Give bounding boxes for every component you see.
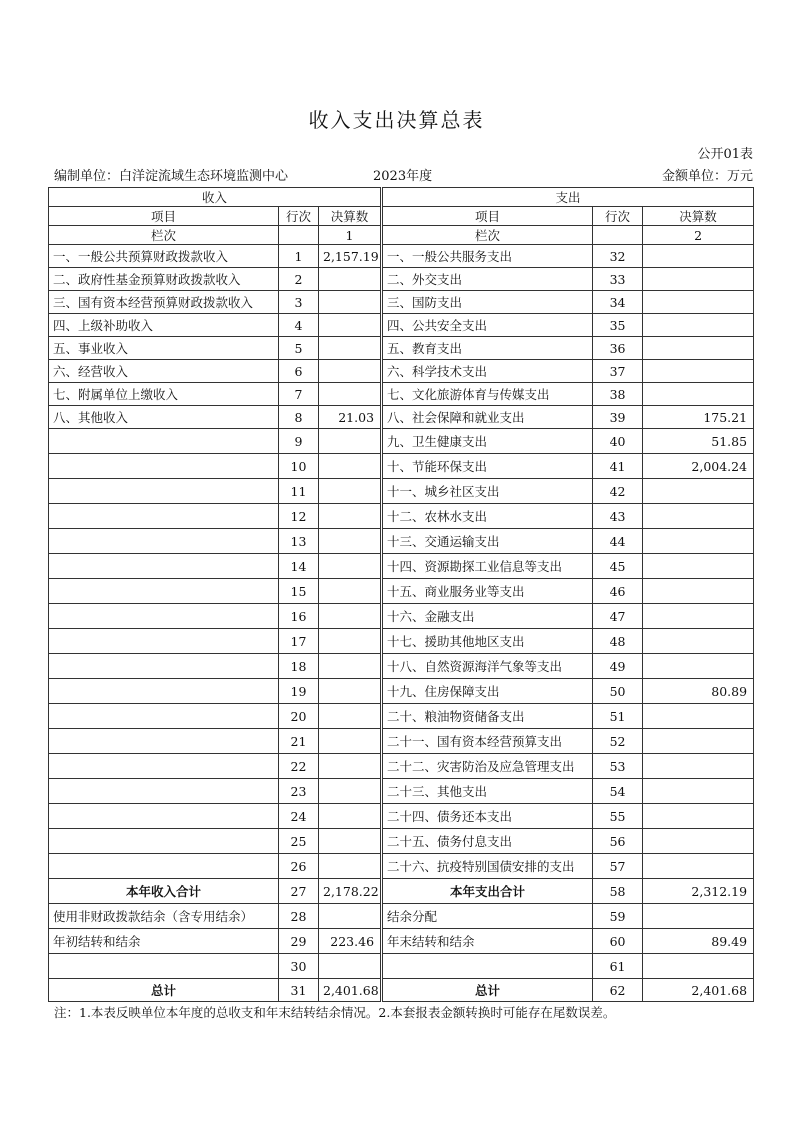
income-item: 使用非财政拨款结余（含专用结余） xyxy=(49,904,279,929)
income-amount xyxy=(319,729,381,754)
expense-row-number: 54 xyxy=(593,779,643,804)
income-row-number: 31 xyxy=(279,979,319,1002)
income-row-number: 4 xyxy=(279,314,319,337)
income-item xyxy=(49,754,279,779)
subtotal-row xyxy=(49,879,754,904)
income-amount xyxy=(319,268,381,291)
income-row-number: 12 xyxy=(279,504,319,529)
table-row xyxy=(49,383,754,406)
table-row xyxy=(49,854,754,879)
income-row-number: 11 xyxy=(279,479,319,504)
income-amount xyxy=(319,554,381,579)
table-row xyxy=(49,829,754,854)
expense-amount: 80.89 xyxy=(643,679,754,704)
expense-amount xyxy=(643,729,754,754)
income-item xyxy=(49,729,279,754)
income-amount: 2,401.68 xyxy=(319,979,381,1002)
expense-amount xyxy=(643,554,754,579)
income-item xyxy=(49,604,279,629)
expense-item: 十四、资源勘探工业信息等支出 xyxy=(383,554,593,579)
income-row-number: 15 xyxy=(279,579,319,604)
income-amount xyxy=(319,579,381,604)
table-row xyxy=(49,554,754,579)
expense-amount xyxy=(643,604,754,629)
expense-row-number: 34 xyxy=(593,291,643,314)
expense-row-number: 58 xyxy=(593,879,643,904)
income-amount xyxy=(319,604,381,629)
expense-column-label: 栏次 xyxy=(383,226,593,245)
income-amount xyxy=(319,829,381,854)
expense-row-number: 36 xyxy=(593,337,643,360)
income-amount xyxy=(319,754,381,779)
expense-item: 十六、金融支出 xyxy=(383,604,593,629)
income-row-number: 19 xyxy=(279,679,319,704)
income-row-number: 27 xyxy=(279,879,319,904)
table-row xyxy=(49,629,754,654)
expense-item: 十、节能环保支出 xyxy=(383,454,593,479)
table-row xyxy=(49,729,754,754)
expense-amount: 2,312.19 xyxy=(643,879,754,904)
income-item xyxy=(49,804,279,829)
amount-unit: 金额单位：万元 xyxy=(661,169,753,184)
income-item: 二、政府性基金预算财政拨款收入 xyxy=(49,268,279,291)
expense-item: 十八、自然资源海洋气象等支出 xyxy=(383,654,593,679)
income-amount xyxy=(319,337,381,360)
section-header-row xyxy=(49,188,754,207)
expense-row-number: 52 xyxy=(593,729,643,754)
table-row xyxy=(49,429,754,454)
income-amount xyxy=(319,704,381,729)
income-item xyxy=(49,854,279,879)
income-amount xyxy=(319,629,381,654)
table-row xyxy=(49,929,754,954)
income-item xyxy=(49,529,279,554)
expense-item: 十七、援助其他地区支出 xyxy=(383,629,593,654)
income-item: 八、其他收入 xyxy=(49,406,279,429)
table-row xyxy=(49,406,754,429)
income-item: 本年收入合计 xyxy=(49,879,279,904)
income-amount: 2,178.22 xyxy=(319,879,381,904)
table-row xyxy=(49,529,754,554)
table-row xyxy=(49,245,754,268)
expense-row-number: 41 xyxy=(593,454,643,479)
income-item xyxy=(49,629,279,654)
table-row xyxy=(49,360,754,383)
income-amount: 2,157.19 xyxy=(319,245,381,268)
expense-row-number: 40 xyxy=(593,429,643,454)
table-row xyxy=(49,579,754,604)
income-amount xyxy=(319,383,381,406)
income-amount: 21.03 xyxy=(319,406,381,429)
income-row-number: 29 xyxy=(279,929,319,954)
expense-amount xyxy=(643,904,754,929)
column-index-row xyxy=(49,226,754,245)
expense-item: 六、科学技术支出 xyxy=(383,360,593,383)
expense-amount xyxy=(643,268,754,291)
expense-row-number: 42 xyxy=(593,479,643,504)
income-row-number: 7 xyxy=(279,383,319,406)
income-row-number: 21 xyxy=(279,729,319,754)
expense-item: 二十三、其他支出 xyxy=(383,779,593,804)
expense-amount xyxy=(643,804,754,829)
expense-amount xyxy=(643,779,754,804)
page-title: 收入支出决算总表 xyxy=(308,108,485,132)
expense-row-number: 35 xyxy=(593,314,643,337)
income-amount xyxy=(319,654,381,679)
income-amount xyxy=(319,291,381,314)
expense-item: 二十一、国有资本经营预算支出 xyxy=(383,729,593,754)
income-amount xyxy=(319,954,381,979)
income-row-number: 5 xyxy=(279,337,319,360)
table-row xyxy=(49,314,754,337)
income-item xyxy=(49,704,279,729)
income-item xyxy=(49,654,279,679)
income-item xyxy=(49,829,279,854)
expense-amount: 51.85 xyxy=(643,429,754,454)
expense-item: 四、公共安全支出 xyxy=(383,314,593,337)
income-header: 收入 xyxy=(49,188,381,207)
expense-item-header: 项目 xyxy=(383,207,593,226)
expense-item xyxy=(383,954,593,979)
expense-amount xyxy=(643,360,754,383)
expense-row-number: 39 xyxy=(593,406,643,429)
expense-row-number: 49 xyxy=(593,654,643,679)
expense-row-number: 33 xyxy=(593,268,643,291)
expense-amount xyxy=(643,337,754,360)
total-row xyxy=(49,979,754,1002)
expense-amount xyxy=(643,291,754,314)
income-row-number: 3 xyxy=(279,291,319,314)
income-item xyxy=(49,554,279,579)
table-row xyxy=(49,779,754,804)
table-row xyxy=(49,337,754,360)
expense-row-number: 44 xyxy=(593,529,643,554)
income-amount: 223.46 xyxy=(319,929,381,954)
expense-row-number: 50 xyxy=(593,679,643,704)
expense-item: 九、卫生健康支出 xyxy=(383,429,593,454)
income-row-number: 10 xyxy=(279,454,319,479)
income-row-number: 23 xyxy=(279,779,319,804)
footnote: 注：1.本表反映单位本年度的总收支和年末结转结余情况。2.本套报表金额转换时可能存在尾数误差。 xyxy=(54,1005,616,1020)
expense-item: 年末结转和结余 xyxy=(383,929,593,954)
income-item: 六、经营收入 xyxy=(49,360,279,383)
expense-item: 一、一般公共服务支出 xyxy=(383,245,593,268)
expense-amount xyxy=(643,704,754,729)
income-item xyxy=(49,504,279,529)
income-row-number: 14 xyxy=(279,554,319,579)
income-amount xyxy=(319,804,381,829)
expense-item: 十一、城乡社区支出 xyxy=(383,479,593,504)
income-amount xyxy=(319,504,381,529)
expense-amount: 2,004.24 xyxy=(643,454,754,479)
expense-amount xyxy=(643,479,754,504)
table-row xyxy=(49,954,754,979)
expense-column-number: 2 xyxy=(643,226,754,245)
income-item xyxy=(49,679,279,704)
income-amount-header: 决算数 xyxy=(319,207,381,226)
table-row xyxy=(49,268,754,291)
income-item: 七、附属单位上缴收入 xyxy=(49,383,279,406)
income-item xyxy=(49,779,279,804)
report-year: 2023年度 xyxy=(373,169,433,184)
income-row-number: 20 xyxy=(279,704,319,729)
expense-item: 二十四、债务还本支出 xyxy=(383,804,593,829)
income-row-number: 26 xyxy=(279,854,319,879)
expense-row-number: 53 xyxy=(593,754,643,779)
income-row-number: 1 xyxy=(279,245,319,268)
expense-header: 支出 xyxy=(383,188,754,207)
table-row xyxy=(49,804,754,829)
expense-item: 结余分配 xyxy=(383,904,593,929)
expense-row-number: 43 xyxy=(593,504,643,529)
expense-amount xyxy=(643,504,754,529)
table-row xyxy=(49,479,754,504)
income-row-number: 13 xyxy=(279,529,319,554)
expense-item: 总计 xyxy=(383,979,593,1002)
expense-item: 十二、农林水支出 xyxy=(383,504,593,529)
table-row xyxy=(49,904,754,929)
income-amount xyxy=(319,314,381,337)
income-row-number: 22 xyxy=(279,754,319,779)
income-item xyxy=(49,954,279,979)
table-row xyxy=(49,504,754,529)
expense-row-number: 37 xyxy=(593,360,643,383)
expense-item: 十五、商业服务业等支出 xyxy=(383,579,593,604)
expense-item: 七、文化旅游体育与传媒支出 xyxy=(383,383,593,406)
expense-amount xyxy=(643,954,754,979)
expense-amount xyxy=(643,654,754,679)
expense-item: 本年支出合计 xyxy=(383,879,593,904)
expense-item: 二十六、抗疫特别国债安排的支出 xyxy=(383,854,593,879)
expense-amount xyxy=(643,754,754,779)
income-item: 总计 xyxy=(49,979,279,1002)
income-amount xyxy=(319,854,381,879)
expense-row-number: 59 xyxy=(593,904,643,929)
expense-item: 十三、交通运输支出 xyxy=(383,529,593,554)
expense-row-number: 45 xyxy=(593,554,643,579)
expense-item: 八、社会保障和就业支出 xyxy=(383,406,593,429)
expense-amount xyxy=(643,829,754,854)
income-item xyxy=(49,579,279,604)
report-meta xyxy=(54,165,753,183)
expense-amount: 175.21 xyxy=(643,406,754,429)
income-expense-table xyxy=(48,187,754,1002)
income-row-number: 30 xyxy=(279,954,319,979)
income-amount xyxy=(319,429,381,454)
income-item: 三、国有资本经营预算财政拨款收入 xyxy=(49,291,279,314)
table-row xyxy=(49,454,754,479)
income-row-number: 8 xyxy=(279,406,319,429)
income-amount xyxy=(319,479,381,504)
income-row-number: 6 xyxy=(279,360,319,383)
income-amount xyxy=(319,779,381,804)
expense-amount-header: 决算数 xyxy=(643,207,754,226)
income-row-number: 9 xyxy=(279,429,319,454)
expense-row-number: 38 xyxy=(593,383,643,406)
expense-row-number: 61 xyxy=(593,954,643,979)
income-row-number: 25 xyxy=(279,829,319,854)
expense-row-number: 60 xyxy=(593,929,643,954)
expense-row-number: 46 xyxy=(593,579,643,604)
expense-amount xyxy=(643,529,754,554)
income-item: 一、一般公共预算财政拨款收入 xyxy=(49,245,279,268)
expense-amount xyxy=(643,245,754,268)
expense-item: 二、外交支出 xyxy=(383,268,593,291)
income-row-number: 2 xyxy=(279,268,319,291)
income-item xyxy=(49,429,279,454)
table-row xyxy=(49,654,754,679)
income-rowno-header: 行次 xyxy=(279,207,319,226)
expense-row-number: 47 xyxy=(593,604,643,629)
income-amount xyxy=(319,454,381,479)
income-row-number: 24 xyxy=(279,804,319,829)
table-row xyxy=(49,291,754,314)
income-item xyxy=(49,454,279,479)
reporting-unit: 编制单位：白洋淀流域生态环境监测中心 xyxy=(54,169,289,184)
expense-rowno-header: 行次 xyxy=(593,207,643,226)
expense-item: 二十五、债务付息支出 xyxy=(383,829,593,854)
income-item: 四、上级补助收入 xyxy=(49,314,279,337)
expense-amount xyxy=(643,383,754,406)
column-header-row xyxy=(49,207,754,226)
expense-amount: 89.49 xyxy=(643,929,754,954)
table-row xyxy=(49,754,754,779)
income-item-header: 项目 xyxy=(49,207,279,226)
income-row-number: 16 xyxy=(279,604,319,629)
income-row-number: 18 xyxy=(279,654,319,679)
expense-item: 二十、粮油物资储备支出 xyxy=(383,704,593,729)
expense-row-number: 55 xyxy=(593,804,643,829)
expense-row-number: 62 xyxy=(593,979,643,1002)
expense-amount xyxy=(643,854,754,879)
income-amount xyxy=(319,529,381,554)
expense-item: 五、教育支出 xyxy=(383,337,593,360)
income-item: 年初结转和结余 xyxy=(49,929,279,954)
income-amount xyxy=(319,679,381,704)
income-item xyxy=(49,479,279,504)
income-row-number: 17 xyxy=(279,629,319,654)
income-column-number: 1 xyxy=(319,226,381,245)
income-amount xyxy=(319,904,381,929)
expense-amount xyxy=(643,629,754,654)
expense-item: 二十二、灾害防治及应急管理支出 xyxy=(383,754,593,779)
income-amount xyxy=(319,360,381,383)
expense-amount xyxy=(643,579,754,604)
expense-item: 十九、住房保障支出 xyxy=(383,679,593,704)
table-row xyxy=(49,604,754,629)
income-column-label: 栏次 xyxy=(49,226,279,245)
expense-row-number: 32 xyxy=(593,245,643,268)
expense-row-number: 48 xyxy=(593,629,643,654)
expense-row-number: 51 xyxy=(593,704,643,729)
expense-item: 三、国防支出 xyxy=(383,291,593,314)
expense-row-number: 56 xyxy=(593,829,643,854)
expense-row-number: 57 xyxy=(593,854,643,879)
table-row xyxy=(49,679,754,704)
income-item: 五、事业收入 xyxy=(49,337,279,360)
form-code: 公开01表 xyxy=(697,147,753,162)
table-row xyxy=(49,704,754,729)
income-row-number: 28 xyxy=(279,904,319,929)
expense-amount: 2,401.68 xyxy=(643,979,754,1002)
expense-amount xyxy=(643,314,754,337)
